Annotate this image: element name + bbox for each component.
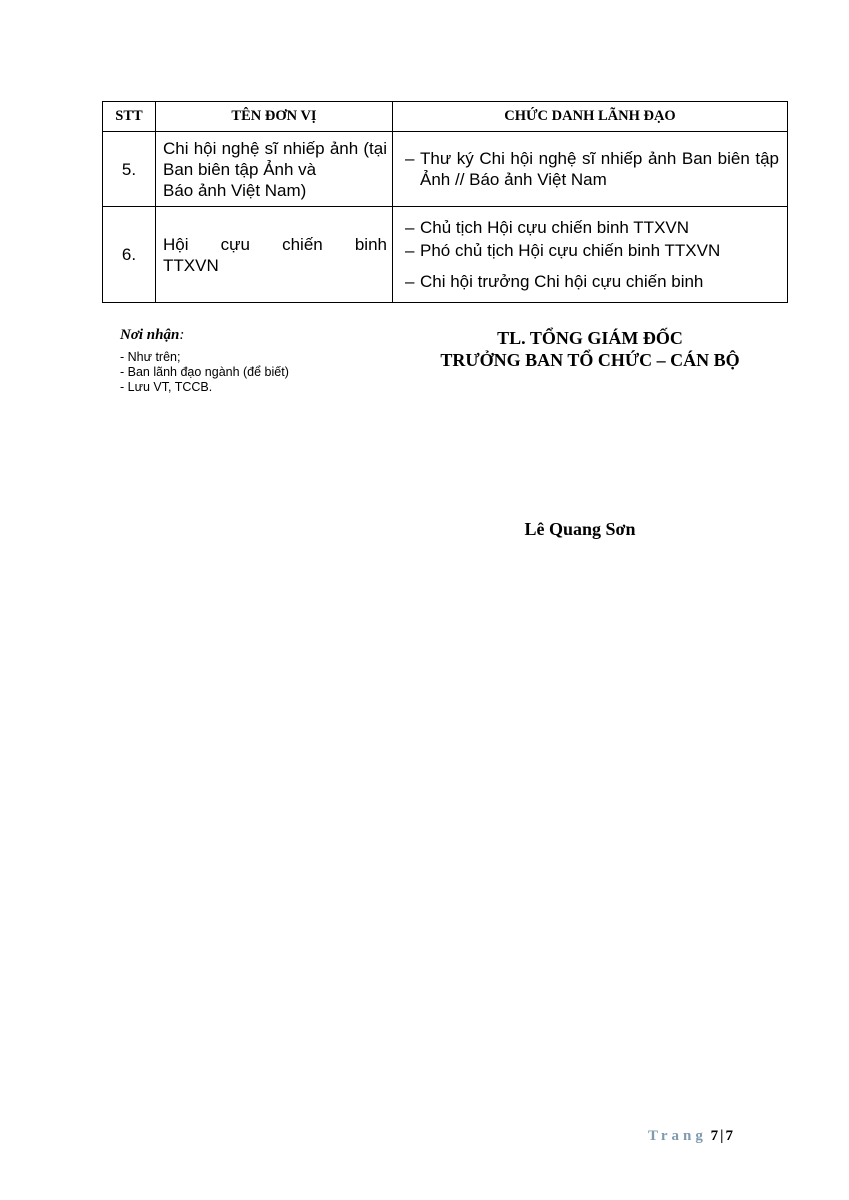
signature-title-line1: TL. TỔNG GIÁM ĐỐC [497, 328, 683, 348]
footer-total: 7 [725, 1128, 733, 1144]
unit-line: Báo ảnh Việt Nam) [163, 180, 307, 200]
table-row [103, 207, 788, 303]
recipients-title-text: Nơi nhận [120, 327, 180, 343]
header-unit: TÊN ĐƠN VỊ [156, 102, 393, 132]
header-role: CHỨC DANH LÃNH ĐẠO [393, 102, 788, 132]
footer-separator: | [720, 1128, 724, 1144]
row-roles [393, 207, 788, 303]
role-text: Phó chủ tịch Hội cựu chiến binh TTXVN [420, 241, 721, 260]
header-stt: STT [103, 102, 156, 132]
recipients-title-colon: : [179, 327, 185, 343]
footer-word: Trang [648, 1128, 707, 1144]
row-unit [156, 207, 393, 303]
role-dash: – [405, 218, 415, 237]
role-text: Chủ tịch Hội cựu chiến binh TTXVN [420, 218, 690, 237]
role-item [393, 217, 787, 238]
recipient-item: - Ban lãnh đạo ngành (để biết) [120, 365, 289, 379]
role-item [393, 148, 787, 190]
table-header-row [103, 102, 788, 132]
table-row [103, 132, 788, 207]
page-footer [648, 1128, 733, 1145]
role-item [393, 271, 787, 292]
signature-title-line2: TRƯỞNG BAN TỔ CHỨC – CÁN BỘ [440, 350, 740, 370]
role-text: Chi hội trưởng Chi hội cựu chiến binh [420, 272, 704, 291]
unit-line: TTXVN [163, 255, 219, 275]
row-stt: 6. [103, 207, 156, 303]
recipient-item: - Như trên; [120, 350, 181, 364]
leadership-table [102, 101, 788, 303]
unit-line: Hội cựu chiến binh [163, 234, 387, 254]
row-roles [393, 132, 788, 207]
role-item [393, 240, 787, 261]
role-dash: – [405, 272, 415, 291]
signer-name: Lê Quang Sơn [524, 519, 636, 539]
role-dash: – [405, 149, 415, 168]
role-text: Thư ký Chi hội nghệ sĩ nhiếp ảnh Ban biên tập Ảnh // Báo ảnh Việt Nam [420, 149, 779, 189]
recipient-item: - Lưu VT, TCCB. [120, 380, 213, 394]
recipients-block [120, 327, 289, 395]
recipients-title [120, 327, 289, 344]
footer-page: 7 [710, 1128, 719, 1144]
role-dash: – [405, 241, 415, 260]
row-unit [156, 132, 393, 207]
unit-line: Chi hội nghệ sĩ nhiếp ảnh (tại Ban biên tập Ảnh và [163, 138, 387, 179]
row-stt: 5. [103, 132, 156, 207]
